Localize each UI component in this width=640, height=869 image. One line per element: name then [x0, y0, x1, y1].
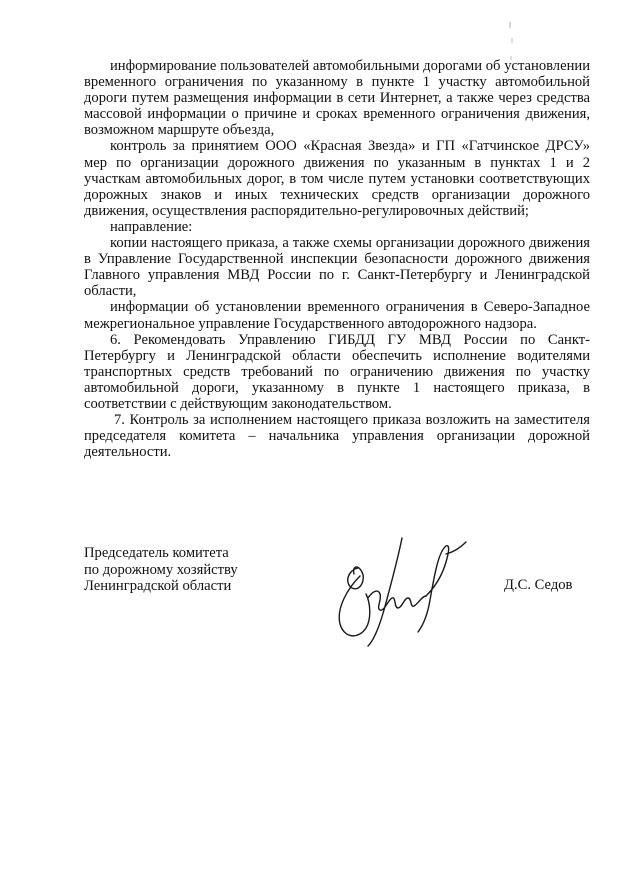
paragraph-order-copies: копии настоящего приказа, а также схемы организации дорожного движения в Управление Государственной инспекции безопасности дорожного движения Главного управления МВД России по г. Санкт-Петербургу и Ленинградской области, — [84, 235, 590, 300]
paragraph-item-7: 7. Контроль за исполнением настоящего приказа возложить на заместителя председателя комитета – начальника управления организации дорожной деятельности. — [84, 412, 590, 461]
paragraph-control-measures: контроль за принятием ООО «Красная Звезда» и ГП «Гатчинское ДРСУ» мер по организации дорожного движения по указанным в пунктах 1 и 2 участкам автомобильных дорог, в том числе путем установки соответствующих дорожных знаков и иных технических средств организации дорожного движения, осуществления распорядительно-регулировочных действий; — [84, 138, 590, 219]
signatory-position-line: Ленинградской области — [84, 578, 232, 594]
signatory-name: Д.С. Седов — [504, 577, 573, 593]
paragraph-restriction-info: информации об установлении временного ограничения в Северо-Западное межрегиональное управление Государственного автодорожного надзора. — [84, 299, 590, 332]
paragraph-informing-users: информирование пользователей автомобильными дорогами об установлении временного ограничения по указанному в пункте 1 участку автомобильной дороги путем размещения информации в сети Интернет, а также через средства массовой информации о причине и сроках временного ограничения движения, возможном маршруте объезда, — [84, 58, 590, 139]
paragraph-item-6: 6. Рекомендовать Управлению ГИБДД ГУ МВД России по Санкт-Петербургу и Ленинградской области обеспечить исполнение водителями транспортных средств требований по ограничению движения по участку автомобильной дороги, указанному в пункте 1 настоящего приказа, в соответствии с действующим законодательством. — [84, 331, 590, 412]
paragraph-direction-heading: направление: — [110, 218, 193, 235]
handwritten-signature — [318, 528, 478, 650]
document-body — [84, 58, 590, 460]
signatory-position — [84, 545, 238, 595]
signatory-position-line: по дорожному хозяйству — [84, 561, 238, 578]
signatory-position-line: Председатель комитета — [84, 545, 229, 561]
